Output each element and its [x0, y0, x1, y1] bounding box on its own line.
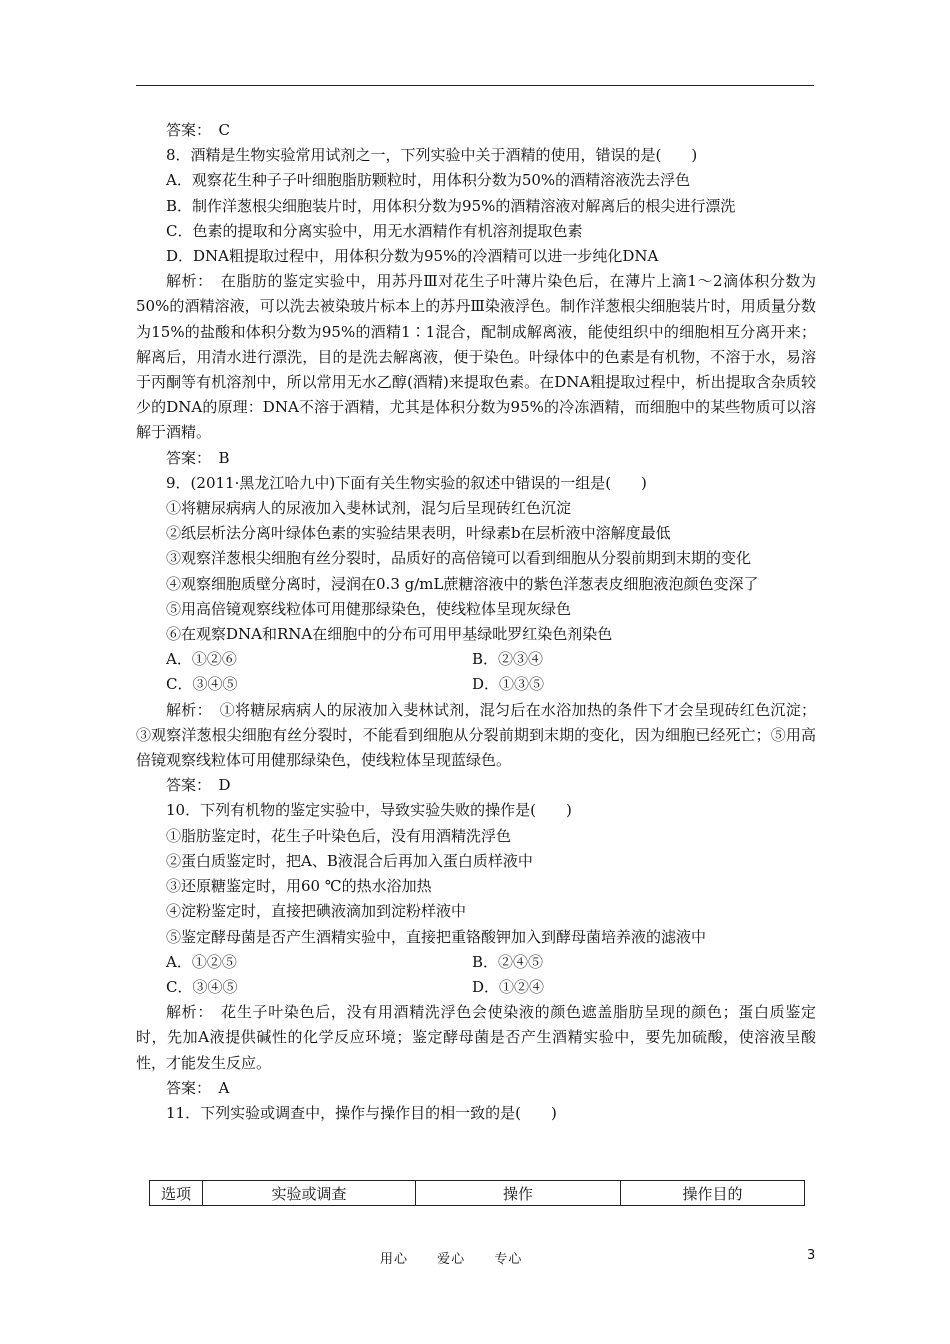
- q8-analysis: 解析： 在脂肪的鉴定实验中，用苏丹Ⅲ对花生子叶薄片染色后，在薄片上滴1～2滴体积分数为50%的酒精溶液，可以洗去被染玻片标本上的苏丹Ⅲ染液浮色。制作洋葱根尖细胞装片时，用质量分数为15%的盐酸和体积分数为95%的酒精1∶1混合，配制成解离液，能使组织中的细胞相互分离开来；解离后，用清水进行漂洗，目的是洗去解离液，便于染色。叶绿体中的色素是有机物，不溶于水，易溶于丙酮等有机溶剂中，所以常用无水乙醇(酒精)来提取色素。在DNA粗提取过程中，析出提取含杂质较少的DNA的原理：DNA不溶于酒精，尤其是体积分数为95%的冷冻酒精，而细胞中的某些物质可以溶解于酒精。: [136, 272, 816, 442]
- q9-item-5: ⑤用高倍镜观察线粒体可用健那绿染色，使线粒体呈现灰绿色: [166, 599, 572, 618]
- footer-word: 爱心: [437, 1252, 466, 1267]
- q9-option-a: A．①②⑥: [166, 650, 237, 669]
- q9-answer: 答案： D: [166, 776, 231, 795]
- table-header-row: [150, 1181, 805, 1206]
- q10-option-b: B．②④⑤: [472, 952, 544, 971]
- q10-item-5: ⑤鉴定酵母菌是否产生酒精实验中，直接把重铬酸钾加入到酵母菌培养液的滤液中: [166, 927, 707, 946]
- table-header-cell: 操作目的: [621, 1181, 805, 1206]
- q9-options-row-2: [136, 672, 816, 697]
- q9-option-c: C．③④⑤: [166, 675, 238, 694]
- q9-option-b: B．②③④: [472, 650, 544, 669]
- footer-word: 专心: [494, 1252, 523, 1267]
- q9-item-3: ③观察洋葱根尖细胞有丝分裂时，品质好的高倍镜可以看到细胞从分裂前期到末期的变化: [166, 549, 752, 568]
- q8-answer: 答案： B: [166, 448, 230, 467]
- q8-option-c: C．色素的提取和分离实验中，用无水酒精作有机溶剂提取色素: [166, 221, 583, 240]
- footer-word: 用心: [380, 1252, 409, 1267]
- q10-option-a: A．①②⑤: [166, 952, 237, 971]
- header-rule: [136, 85, 814, 86]
- q9-item-1: ①将糖尿病病人的尿液加入斐林试剂，混匀后呈现砖红色沉淀: [166, 499, 572, 518]
- q9-options-row-1: [136, 647, 816, 672]
- question-10-stem: 10．下列有机物的鉴定实验中，导致实验失败的操作是( ): [166, 801, 572, 820]
- page-content: [136, 118, 816, 1126]
- q10-item-3: ③还原糖鉴定时，用60 ℃的热水浴加热: [166, 877, 432, 896]
- q9-item-4: ④观察细胞质壁分离时，浸润在0.3 g/mL蔗糖溶液中的紫色洋葱表皮细胞液泡颜色变深了: [166, 574, 759, 593]
- q9-option-d: D．①③⑤: [472, 675, 545, 694]
- q10-analysis: 解析： 花生子叶染色后，没有用酒精洗浮色会使染液的颜色遮盖脂肪呈现的颜色；蛋白质鉴定时，先加A液提供碱性的化学反应环境；鉴定酵母菌是否产生酒精实验中，要先加硫酸，使溶液呈酸性，才能发生反应。: [136, 1003, 816, 1072]
- question-9-stem: 9．(2011·黑龙江哈九中)下面有关生物实验的叙述中错误的一组是( ): [166, 473, 647, 492]
- q10-item-2: ②蛋白质鉴定时，把A、B液混合后再加入蛋白质样液中: [166, 851, 533, 870]
- q10-options-row-2: [136, 975, 816, 1000]
- question-11-stem: 11．下列实验或调查中，操作与操作目的相一致的是( ): [166, 1103, 557, 1122]
- q9-analysis: 解析： ①将糖尿病病人的尿液加入斐林试剂，混匀后在水浴加热的条件下才会呈现砖红色沉淀；③观察洋葱根尖细胞有丝分裂时，不能看到细胞从分裂前期到末期的变化，因为细胞已经死亡；⑤用高倍镜观察线粒体可用健那绿染色，使线粒体呈现蓝绿色。: [136, 700, 816, 770]
- q10-option-d: D．①②④: [472, 977, 545, 996]
- page-number: 3: [807, 1248, 816, 1263]
- question-8-stem: 8．酒精是生物实验常用试剂之一，下列实验中关于酒精的使用，错误的是( ): [166, 146, 698, 165]
- q10-item-4: ④淀粉鉴定时，直接把碘液滴加到淀粉样液中: [166, 902, 467, 921]
- q9-item-6: ⑥在观察DNA和RNA在细胞中的分布可用甲基绿吡罗红染色剂染色: [166, 625, 613, 644]
- q8-option-d: D．DNA粗提取过程中，用体积分数为95%的冷酒精可以进一步纯化DNA: [166, 247, 659, 266]
- q10-options-row-1: [136, 950, 816, 975]
- table-header-cell: 选项: [150, 1181, 203, 1206]
- answer-7: 答案： C: [166, 121, 230, 139]
- footer-motto: [380, 1248, 546, 1267]
- table-header-cell: 实验或调查: [203, 1181, 416, 1206]
- q10-item-1: ①脂肪鉴定时，花生子叶染色后，没有用酒精洗浮色: [166, 826, 512, 845]
- q11-table: [149, 1180, 805, 1206]
- q8-option-b: B．制作洋葱根尖细胞装片时，用体积分数为95%的酒精溶液对解离后的根尖进行漂洗: [166, 196, 736, 215]
- q10-answer: 答案： A: [166, 1078, 230, 1097]
- q10-option-c: C．③④⑤: [166, 977, 238, 996]
- table-header-cell: 操作: [416, 1181, 621, 1206]
- q8-option-a: A．观察花生种子子叶细胞脂肪颗粒时，用体积分数为50%的酒精溶液洗去浮色: [166, 171, 691, 190]
- q9-item-2: ②纸层析法分离叶绿体色素的实验结果表明，叶绿素b在层析液中溶解度最低: [166, 524, 671, 543]
